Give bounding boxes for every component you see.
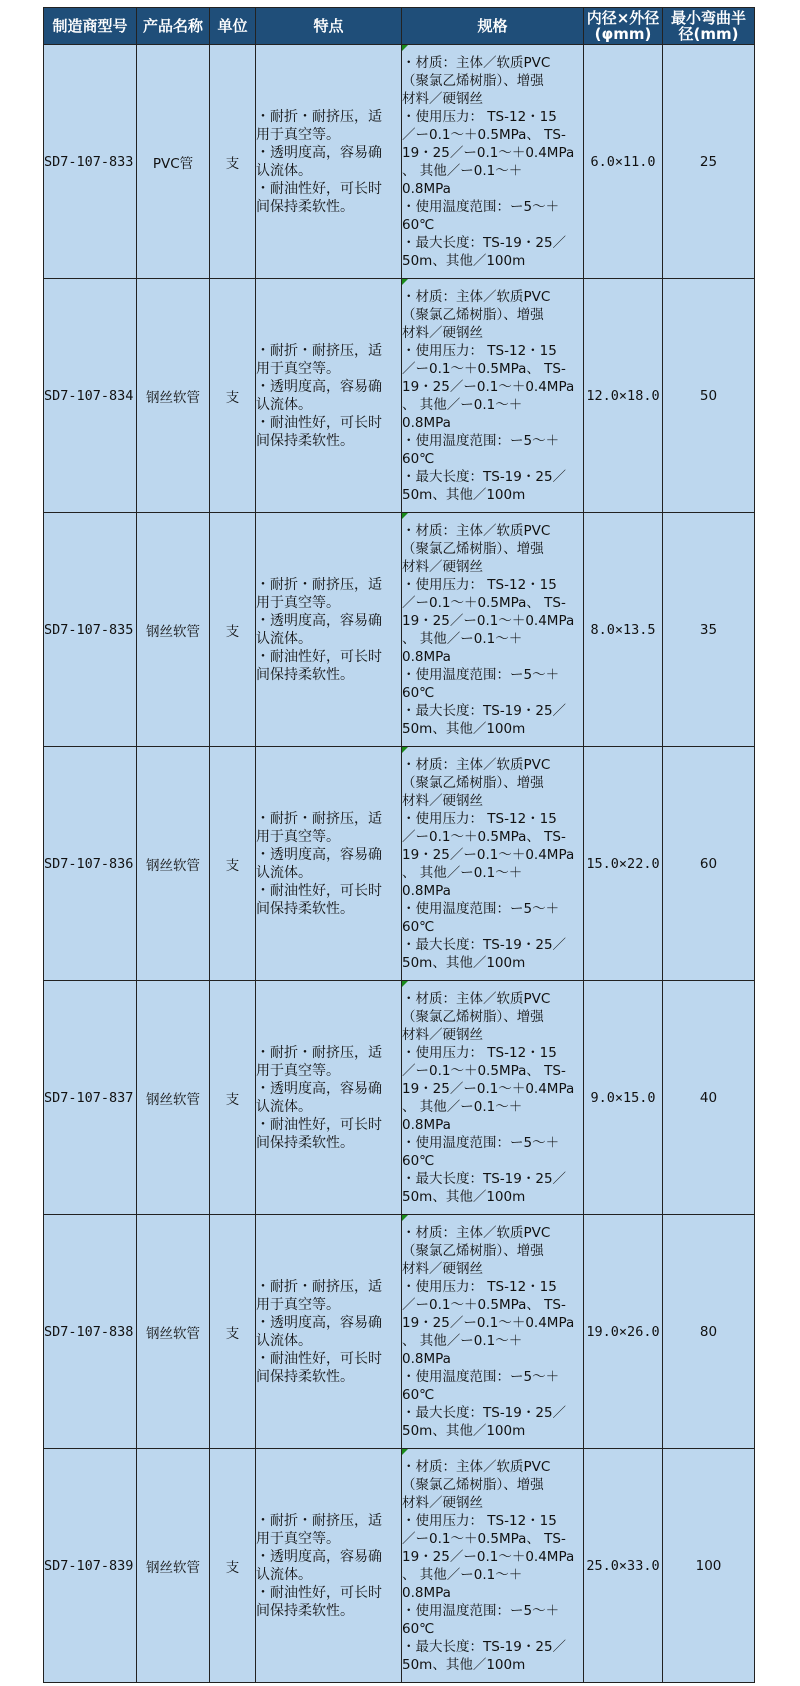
bend-radius-cell: 25 <box>663 45 755 279</box>
spec-line: 60℃ <box>402 216 435 233</box>
spec-line: 、 其他／ー0.1～＋ <box>402 1098 523 1115</box>
spec-line: 0.8MPa <box>402 1584 451 1601</box>
spec-line: ・最大长度：TS-19・25／ <box>402 936 567 953</box>
header-model: 制造商型号 <box>44 8 137 45</box>
spec-line: 0.8MPa <box>402 1116 451 1133</box>
feature-line: ・透明度高，容易确 <box>256 1314 382 1331</box>
header-row <box>44 8 755 45</box>
feature-line: 用于真空等。 <box>256 1530 340 1547</box>
diameter-cell: 8.0×13.5 <box>584 513 663 747</box>
spec-line: （聚氯乙烯树脂）、增强 <box>402 774 544 791</box>
feature-line: ・透明度高，容易确 <box>256 144 382 161</box>
diameter-cell: 15.0×22.0 <box>584 747 663 981</box>
table-row <box>44 279 755 513</box>
features-cell <box>256 1215 402 1449</box>
product-name-cell: PVC管 <box>137 45 210 279</box>
features-cell <box>256 279 402 513</box>
table-body <box>44 45 755 1683</box>
spec-line: ・最大长度：TS-19・25／ <box>402 1404 567 1421</box>
feature-line: ・耐油性好，可长时 <box>256 1584 382 1601</box>
spec-line: 、 其他／ー0.1～＋ <box>402 162 523 179</box>
spec-line: （聚氯乙烯树脂）、增强 <box>402 540 544 557</box>
feature-line: ・耐折・耐挤压，适 <box>256 1278 382 1295</box>
features-cell <box>256 1449 402 1683</box>
spec-line: ・使用温度范围：ー5～＋ <box>402 1368 560 1385</box>
feature-line: 认流体。 <box>256 162 312 179</box>
spec-line: 、 其他／ー0.1～＋ <box>402 864 523 881</box>
spec-line: ・材质：主体／软质PVC <box>402 990 551 1007</box>
model-cell: SD7-107-839 <box>44 1449 137 1683</box>
bend-radius-cell: 40 <box>663 981 755 1215</box>
table-row <box>44 1449 755 1683</box>
table-row <box>44 45 755 279</box>
spec-line: 50m、其他／100m <box>402 954 526 971</box>
unit-cell: 支 <box>210 981 256 1215</box>
spec-line: 50m、其他／100m <box>402 1422 526 1439</box>
spec-line: 材料／硬钢丝 <box>402 792 483 809</box>
table-row <box>44 747 755 981</box>
spec-line: 、 其他／ー0.1～＋ <box>402 1332 523 1349</box>
spec-line: 50m、其他／100m <box>402 1656 526 1673</box>
spec-line: ・使用温度范围：ー5～＋ <box>402 666 560 683</box>
spec-line: （聚氯乙烯树脂）、增强 <box>402 306 544 323</box>
feature-line: ・耐折・耐挤压，适 <box>256 810 382 827</box>
spec-cell <box>402 1449 584 1683</box>
spec-line: ・材质：主体／软质PVC <box>402 288 551 305</box>
spec-line: 50m、其他／100m <box>402 252 526 269</box>
spec-line: ／ー0.1～＋0.5MPa、 TS- <box>402 1062 566 1079</box>
comment-marker-icon <box>402 1215 408 1221</box>
feature-line: ・耐油性好，可长时 <box>256 1116 382 1133</box>
feature-line: ・耐油性好，可长时 <box>256 648 382 665</box>
spec-line: 50m、其他／100m <box>402 486 526 503</box>
spec-line: ・最大长度：TS-19・25／ <box>402 468 567 485</box>
spec-line: ・使用温度范围：ー5～＋ <box>402 1134 560 1151</box>
feature-line: ・透明度高，容易确 <box>256 846 382 863</box>
feature-line: 用于真空等。 <box>256 360 340 377</box>
spec-line: （聚氯乙烯树脂）、增强 <box>402 1476 544 1493</box>
spec-line: 、 其他／ー0.1～＋ <box>402 1566 523 1583</box>
comment-marker-icon <box>402 279 408 285</box>
spec-line: 材料／硬钢丝 <box>402 1260 483 1277</box>
spec-line: （聚氯乙烯树脂）、增强 <box>402 1242 544 1259</box>
features-cell <box>256 747 402 981</box>
feature-line: ・耐折・耐挤压，适 <box>256 108 382 125</box>
spec-line: 19・25／ー0.1～＋0.4MPa <box>402 1314 575 1331</box>
feature-line: 用于真空等。 <box>256 126 340 143</box>
spec-line: 材料／硬钢丝 <box>402 324 483 341</box>
model-cell: SD7-107-837 <box>44 981 137 1215</box>
unit-cell: 支 <box>210 747 256 981</box>
features-cell <box>256 45 402 279</box>
spec-line: 19・25／ー0.1～＋0.4MPa <box>402 144 575 161</box>
spec-cell <box>402 1215 584 1449</box>
comment-marker-icon <box>402 747 408 753</box>
spec-line: 60℃ <box>402 918 435 935</box>
spec-line: ・材质：主体／软质PVC <box>402 522 551 539</box>
product-name-cell: 钢丝软管 <box>137 279 210 513</box>
feature-line: ・耐油性好，可长时 <box>256 1350 382 1367</box>
header-spec: 规格 <box>402 8 584 45</box>
spec-line: 材料／硬钢丝 <box>402 1026 483 1043</box>
feature-line: ・耐折・耐挤压，适 <box>256 576 382 593</box>
spec-line: 材料／硬钢丝 <box>402 90 483 107</box>
spec-line: ／ー0.1～＋0.5MPa、 TS- <box>402 594 566 611</box>
feature-line: 认流体。 <box>256 1098 312 1115</box>
spec-line: ・使用温度范围：ー5～＋ <box>402 900 560 917</box>
spec-line: ／ー0.1～＋0.5MPa、 TS- <box>402 126 566 143</box>
spec-line: ・最大长度：TS-19・25／ <box>402 702 567 719</box>
product-name-cell: 钢丝软管 <box>137 747 210 981</box>
model-cell: SD7-107-836 <box>44 747 137 981</box>
spec-line: 0.8MPa <box>402 1350 451 1367</box>
feature-line: ・透明度高，容易确 <box>256 1080 382 1097</box>
spec-line: ・材质：主体／软质PVC <box>402 1224 551 1241</box>
spec-line: 、 其他／ー0.1～＋ <box>402 396 523 413</box>
unit-cell: 支 <box>210 279 256 513</box>
diameter-cell: 6.0×11.0 <box>584 45 663 279</box>
model-cell: SD7-107-835 <box>44 513 137 747</box>
spec-line: 19・25／ー0.1～＋0.4MPa <box>402 846 575 863</box>
spec-line: 60℃ <box>402 450 435 467</box>
spec-cell <box>402 513 584 747</box>
feature-line: 认流体。 <box>256 1332 312 1349</box>
table-row <box>44 513 755 747</box>
feature-line: 用于真空等。 <box>256 594 340 611</box>
feature-line: 认流体。 <box>256 396 312 413</box>
spec-line: 0.8MPa <box>402 414 451 431</box>
product-name-cell: 钢丝软管 <box>137 981 210 1215</box>
spec-line: ／ー0.1～＋0.5MPa、 TS- <box>402 1296 566 1313</box>
spec-line: ・使用压力： TS-12・15 <box>402 1278 557 1295</box>
spec-line: ・最大长度：TS-19・25／ <box>402 234 567 251</box>
model-cell: SD7-107-833 <box>44 45 137 279</box>
spec-line: 材料／硬钢丝 <box>402 1494 483 1511</box>
product-name-cell: 钢丝软管 <box>137 1449 210 1683</box>
feature-line: ・耐油性好，可长时 <box>256 414 382 431</box>
spec-line: ・使用压力： TS-12・15 <box>402 108 557 125</box>
feature-line: 用于真空等。 <box>256 1062 340 1079</box>
feature-line: ・耐油性好，可长时 <box>256 180 382 197</box>
spec-line: ・材质：主体／软质PVC <box>402 54 551 71</box>
spec-line: 19・25／ー0.1～＋0.4MPa <box>402 612 575 629</box>
spec-line: 19・25／ー0.1～＋0.4MPa <box>402 1080 575 1097</box>
model-cell: SD7-107-834 <box>44 279 137 513</box>
bend-radius-cell: 60 <box>663 747 755 981</box>
spec-line: 50m、其他／100m <box>402 720 526 737</box>
feature-line: 用于真空等。 <box>256 1296 340 1313</box>
features-cell <box>256 513 402 747</box>
bend-radius-cell: 35 <box>663 513 755 747</box>
spec-cell <box>402 981 584 1215</box>
spec-line: ／ー0.1～＋0.5MPa、 TS- <box>402 828 566 845</box>
diameter-cell: 12.0×18.0 <box>584 279 663 513</box>
spec-cell <box>402 279 584 513</box>
spec-line: 50m、其他／100m <box>402 1188 526 1205</box>
feature-line: 认流体。 <box>256 630 312 647</box>
spec-line: 、 其他／ー0.1～＋ <box>402 630 523 647</box>
unit-cell: 支 <box>210 1449 256 1683</box>
model-cell: SD7-107-838 <box>44 1215 137 1449</box>
bend-radius-cell: 50 <box>663 279 755 513</box>
spec-line: ・使用压力： TS-12・15 <box>402 810 557 827</box>
comment-marker-icon <box>402 1449 408 1455</box>
features-cell <box>256 981 402 1215</box>
feature-line: 认流体。 <box>256 1566 312 1583</box>
header-diameter: 内径×外径(φmm) <box>584 8 663 45</box>
feature-line: 用于真空等。 <box>256 828 340 845</box>
spec-line: ・材质：主体／软质PVC <box>402 756 551 773</box>
spec-line: ・使用压力： TS-12・15 <box>402 1512 557 1529</box>
spec-line: 19・25／ー0.1～＋0.4MPa <box>402 378 575 395</box>
feature-line: ・耐油性好，可长时 <box>256 882 382 899</box>
product-spec-table <box>43 7 755 1683</box>
product-name-cell: 钢丝软管 <box>137 1215 210 1449</box>
comment-marker-icon <box>402 981 408 987</box>
spec-line: 60℃ <box>402 1152 435 1169</box>
feature-line: 间保持柔软性。 <box>256 900 354 917</box>
spec-line: （聚氯乙烯树脂）、增强 <box>402 1008 544 1025</box>
bend-radius-cell: 100 <box>663 1449 755 1683</box>
feature-line: 间保持柔软性。 <box>256 1368 354 1385</box>
comment-marker-icon <box>402 513 408 519</box>
header-name: 产品名称 <box>137 8 210 45</box>
spec-line: 19・25／ー0.1～＋0.4MPa <box>402 1548 575 1565</box>
table-row <box>44 981 755 1215</box>
spec-line: ・使用压力： TS-12・15 <box>402 342 557 359</box>
unit-cell: 支 <box>210 45 256 279</box>
spec-line: ／ー0.1～＋0.5MPa、 TS- <box>402 360 566 377</box>
feature-line: 间保持柔软性。 <box>256 1134 354 1151</box>
diameter-cell: 9.0×15.0 <box>584 981 663 1215</box>
product-name-cell: 钢丝软管 <box>137 513 210 747</box>
spec-line: ・使用温度范围：ー5～＋ <box>402 432 560 449</box>
spec-cell <box>402 747 584 981</box>
spec-line: ・最大长度：TS-19・25／ <box>402 1638 567 1655</box>
spec-line: ／ー0.1～＋0.5MPa、 TS- <box>402 1530 566 1547</box>
spec-line: ・使用压力： TS-12・15 <box>402 576 557 593</box>
feature-line: ・耐折・耐挤压，适 <box>256 1044 382 1061</box>
feature-line: ・透明度高，容易确 <box>256 1548 382 1565</box>
spec-line: 60℃ <box>402 684 435 701</box>
spec-line: ・最大长度：TS-19・25／ <box>402 1170 567 1187</box>
header-features: 特点 <box>256 8 402 45</box>
spec-line: 60℃ <box>402 1386 435 1403</box>
feature-line: ・透明度高，容易确 <box>256 612 382 629</box>
feature-line: ・耐折・耐挤压，适 <box>256 1512 382 1529</box>
header-bend-radius: 最小弯曲半径(mm) <box>663 8 755 45</box>
feature-line: 间保持柔软性。 <box>256 198 354 215</box>
spec-line: ・使用温度范围：ー5～＋ <box>402 198 560 215</box>
spec-line: ・使用压力： TS-12・15 <box>402 1044 557 1061</box>
diameter-cell: 19.0×26.0 <box>584 1215 663 1449</box>
spec-line: 0.8MPa <box>402 882 451 899</box>
table-row <box>44 1215 755 1449</box>
spec-line: 60℃ <box>402 1620 435 1637</box>
feature-line: 间保持柔软性。 <box>256 666 354 683</box>
spec-line: 0.8MPa <box>402 648 451 665</box>
header-unit: 单位 <box>210 8 256 45</box>
bend-radius-cell: 80 <box>663 1215 755 1449</box>
spec-line: ・使用温度范围：ー5～＋ <box>402 1602 560 1619</box>
spec-line: 材料／硬钢丝 <box>402 558 483 575</box>
diameter-cell: 25.0×33.0 <box>584 1449 663 1683</box>
spec-line: （聚氯乙烯树脂）、增强 <box>402 72 544 89</box>
unit-cell: 支 <box>210 513 256 747</box>
feature-line: ・耐折・耐挤压，适 <box>256 342 382 359</box>
spec-line: ・材质：主体／软质PVC <box>402 1458 551 1475</box>
feature-line: 认流体。 <box>256 864 312 881</box>
unit-cell: 支 <box>210 1215 256 1449</box>
spec-cell <box>402 45 584 279</box>
feature-line: 间保持柔软性。 <box>256 1602 354 1619</box>
spec-line: 0.8MPa <box>402 180 451 197</box>
feature-line: 间保持柔软性。 <box>256 432 354 449</box>
feature-line: ・透明度高，容易确 <box>256 378 382 395</box>
comment-marker-icon <box>402 45 408 51</box>
